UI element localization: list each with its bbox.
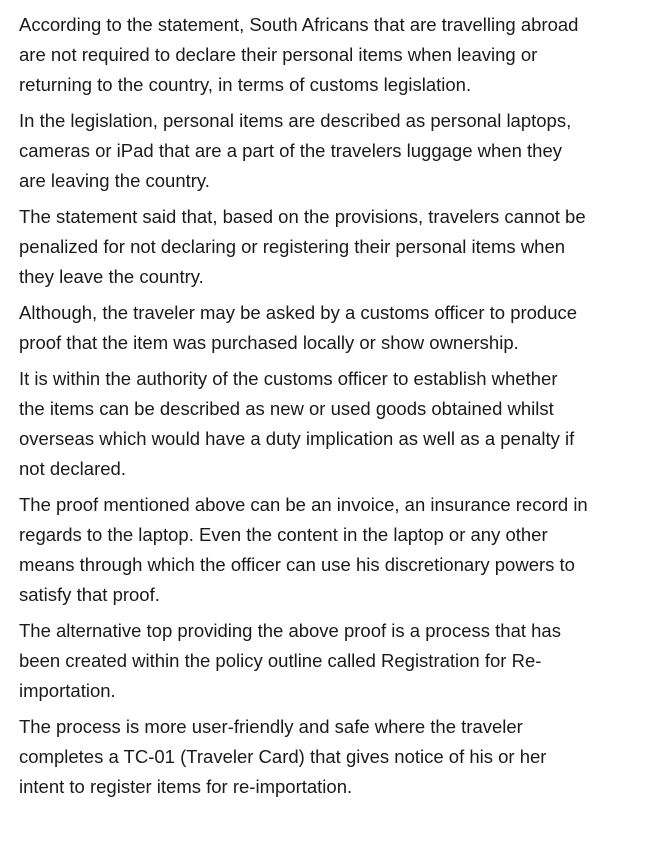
paragraph-proof-of-ownership <box>19 298 634 358</box>
text-line: the items can be described as new or used goods obtained whilst <box>19 398 554 419</box>
text-line: In the legislation, personal items are described as personal laptops, <box>19 110 572 131</box>
text-line: The statement said that, based on the provisions, travelers cannot be <box>19 206 586 227</box>
text-line: been created within the policy outline called Registration for Re- <box>19 650 542 671</box>
paragraph-proof-examples <box>19 490 634 610</box>
text-line: returning to the country, in terms of customs legislation. <box>19 74 472 95</box>
text-line: penalized for not declaring or registering their personal items when <box>19 236 566 257</box>
text-line: The proof mentioned above can be an invoice, an insurance record in <box>19 494 588 515</box>
text-line: regards to the laptop. Even the content in the laptop or any other <box>19 524 548 545</box>
paragraph-declaration-not-required <box>19 10 634 100</box>
text-line: importation. <box>19 680 116 701</box>
text-line: not declared. <box>19 458 126 479</box>
paragraph-no-penalty <box>19 202 634 292</box>
text-line: they leave the country. <box>19 266 204 287</box>
text-line: are not required to declare their personal items when leaving or <box>19 44 538 65</box>
text-line: overseas which would have a duty implication as well as a penalty if <box>19 428 575 449</box>
paragraph-registration-alternative <box>19 616 634 706</box>
text-line: The alternative top providing the above proof is a process that has <box>19 620 561 641</box>
paragraph-personal-items-definition <box>19 106 634 196</box>
text-line: completes a TC-01 (Traveler Card) that gives notice of his or her <box>19 746 547 767</box>
paragraph-traveler-card-process <box>19 712 634 802</box>
text-line: Although, the traveler may be asked by a customs officer to produce <box>19 302 578 323</box>
text-line: cameras or iPad that are a part of the travelers luggage when they <box>19 140 562 161</box>
document-body <box>19 10 634 808</box>
text-line: means through which the officer can use his discretionary powers to <box>19 554 575 575</box>
paragraph-officer-authority <box>19 364 634 484</box>
text-line: are leaving the country. <box>19 170 210 191</box>
text-line: According to the statement, South Africans that are travelling abroad <box>19 14 579 35</box>
text-line: intent to register items for re-importation. <box>19 776 353 797</box>
text-line: satisfy that proof. <box>19 584 160 605</box>
text-line: It is within the authority of the customs officer to establish whether <box>19 368 558 389</box>
text-line: proof that the item was purchased locally or show ownership. <box>19 332 519 353</box>
text-line: The process is more user-friendly and safe where the traveler <box>19 716 523 737</box>
